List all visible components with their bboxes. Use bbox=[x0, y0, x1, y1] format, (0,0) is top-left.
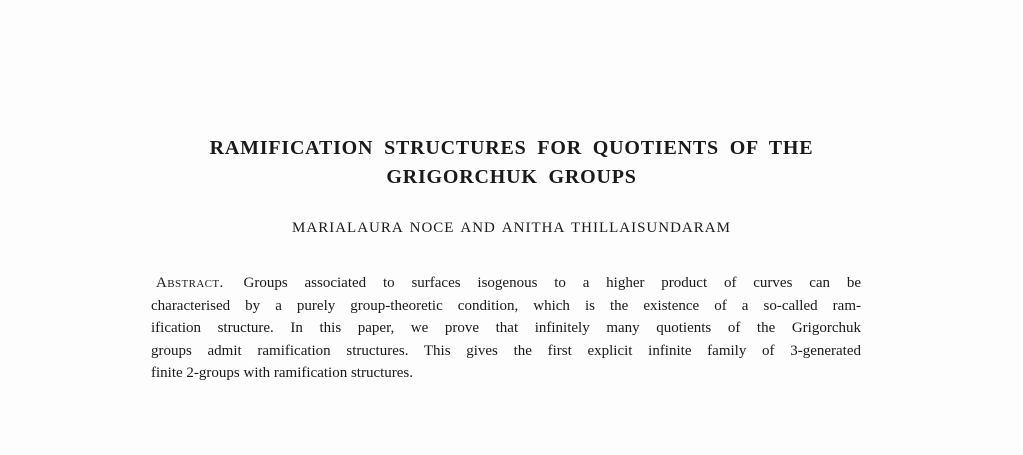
abstract-line-3: ification structure. In this paper, we prove that infinitely many quotients of the Grigorchuk bbox=[151, 320, 861, 336]
paper-authors: MARIALAURA NOCE AND ANITHA THILLAISUNDARAM bbox=[292, 220, 731, 236]
abstract-line-5: finite 2-groups with ramification structures. bbox=[151, 365, 414, 381]
paper-abstract bbox=[151, 272, 861, 385]
paper-title-line-2: GRIGORCHUK GROUPS bbox=[386, 165, 637, 188]
paper-title-line-1: RAMIFICATION STRUCTURES FOR QUOTIENTS OF THE bbox=[209, 137, 814, 159]
abstract-line-2: characterised by a purely group-theoretic condition, which is the existence of a so-called ram- bbox=[151, 297, 861, 314]
abstract-label: Abstract. bbox=[156, 275, 224, 291]
abstract-line-4: groups admit ramification structures. This gives the first explicit infinite family of 3-generated bbox=[151, 342, 861, 359]
abstract-line-1 bbox=[151, 272, 861, 295]
abstract-line-1-text: Groups associated to surfaces isogenous to a higher product of curves can be bbox=[243, 275, 862, 291]
paper-title bbox=[0, 134, 1023, 191]
